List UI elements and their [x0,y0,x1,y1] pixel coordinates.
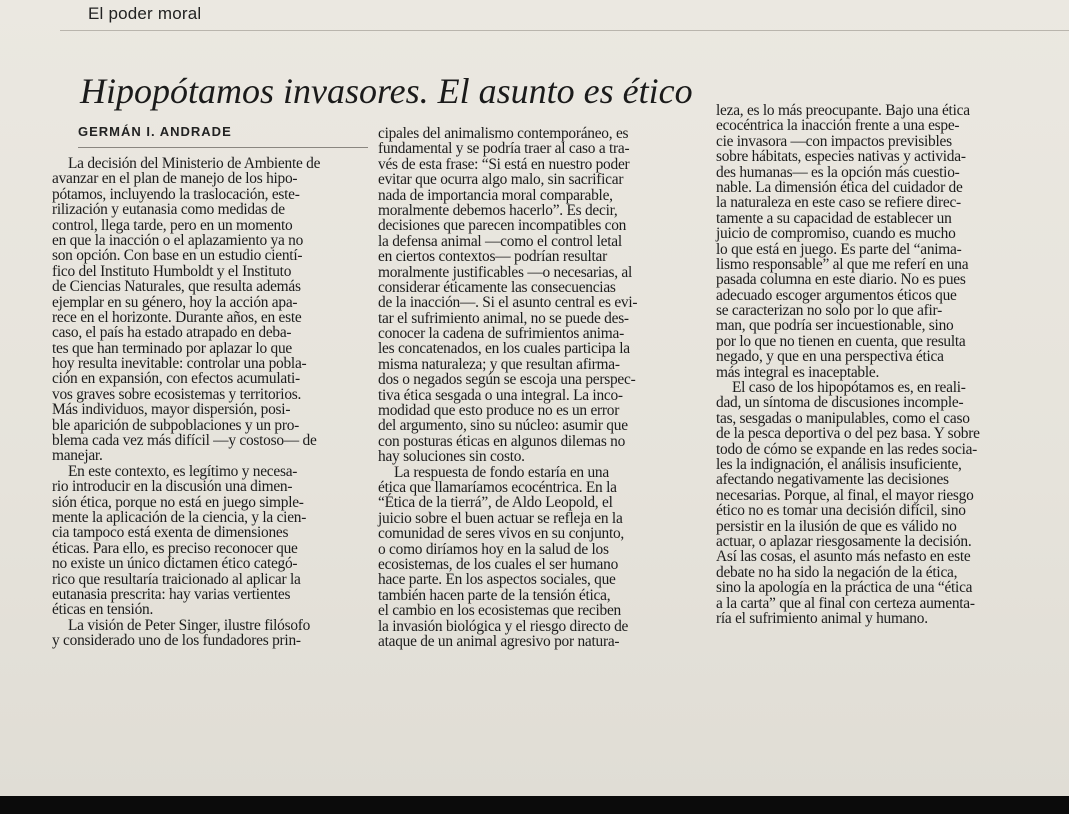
text-line: en ciertos contextos— podrían resultar [378,248,607,266]
text-line: avanzar en el plan de manejo de los hipo- [52,170,298,188]
text-line: Así las cosas, el asunto más nefasto en este [716,548,971,566]
text-line: tamente a su capacidad de establecer un [716,209,952,227]
section-title: El poder moral [88,4,202,23]
text-line: blema cada vez más difícil —y costoso— de [52,432,317,450]
text-line: la invasión biológica y el riesgo directo de [378,617,629,635]
text-line: ecocéntrica la inacción frente a una espe- [716,117,960,135]
article-column-3 [716,103,1056,626]
text-line: nada de importancia moral comparable, [378,186,613,204]
text-line: a la carta” que al final con certeza aumenta- [716,594,975,612]
text-line: moralmente justificables —o necesarias, al [378,263,633,281]
text-line: pasada columna en este diario. No es pues [716,271,966,289]
text-line: mente la aplicación de la ciencia, y la cien- [52,508,307,526]
text-line: des humanas— es la opción más cuestio- [716,163,960,181]
text-line: negado, y que en una perspectiva ética [716,348,944,366]
text-line: tiva ética sesgada o una integral. La inco- [378,386,623,404]
text-line: de Ciencias Naturales, que resulta además [52,278,301,296]
text-line: cipales del animalismo contemporáneo, es [378,125,629,142]
author-byline: GERMÁN I. ANDRADE [78,124,232,139]
text-line: misma naturaleza; y que resultan afirma- [378,355,620,373]
text-line: afectando negativamente las decisiones [716,471,949,489]
text-line: sobre hábitats, especies nativas y activida- [716,148,966,166]
article-headline: Hipopótamos invasores. El asunto es ético [80,71,693,111]
text-line: cie invasora —con impactos previsibles [716,132,952,150]
text-line: caso, el país ha estado atrapado en deba- [52,324,292,342]
text-line: decisiones que parecen incompatibles con [378,217,627,235]
text-line: sión ética, porque no está en juego simple- [52,493,304,511]
text-line: y considerado uno de los fundadores prin- [52,632,301,650]
text-line: les concatenados, en los cuales participa la [378,340,630,358]
text-line: pótamos, incluyendo la traslocación, este- [52,185,300,203]
text-line: juicio sobre el buen actuar se refleja en la [378,509,623,527]
text-line: tar el sufrimiento animal, no se puede des- [378,309,629,327]
text-line: control, llega tarde, pero en un momento [52,216,293,234]
text-line: de la pesca deportiva o del pez basa. Y sobre [716,425,980,443]
text-line: modidad que esto produce no es un error [378,402,620,420]
text-line: hoy resulta inevitable: controlar una pobla- [52,355,307,373]
text-line: comunidad de seres vivos en su conjunto, [378,525,625,543]
text-line: ejemplar en su género, hoy la acción apa- [52,293,298,311]
text-line: el cambio en los ecosistemas que reciben [378,602,621,620]
text-line: cia tampoco está exenta de dimensiones [52,524,289,542]
text-line: ble aparición de subpoblaciones y un pro- [52,416,300,434]
text-line: “Ética de la tierrá”, de Aldo Leopold, el [378,494,613,512]
text-line: rilización y eutanasia como medidas de [52,201,285,219]
text-line: se caracterizan no solo por lo que afir- [716,302,942,320]
text-line: man, que podría ser incuestionable, sino [716,317,954,335]
text-line: por lo que no tienen en cuenta, que resulta [716,332,966,350]
text-line: la naturaleza en este caso se refiere direc- [716,194,961,212]
text-line: debate no ha sido la negación de la ética, [716,563,958,581]
text-line: moralmente debemos hacerlo”. Es decir, [378,201,618,219]
text-line: leza, es lo más preocupante. Bajo una ética [716,102,970,119]
text-line: éticas en tensión. [52,601,154,619]
text-line: vos graves sobre ecosistemas y territorios. [52,385,302,403]
article-column-2 [378,126,690,649]
text-line: rece en el horizonte. Durante años, en este [52,308,302,326]
text-line: la defensa animal —como el control letal [378,232,622,250]
text-line: sino la apología en la práctica de una “ética [716,579,973,597]
text-line: ataque de un animal agresivo por natura- [378,632,620,650]
text-line: considerar éticamente las consecuencias [378,278,616,296]
text-line: actuar, o aplazar riesgosamente la decisión. [716,532,972,550]
text-line: éticas. Para ello, es preciso reconocer que [52,539,298,557]
text-line: no existe un único dictamen ético categó- [52,555,298,573]
section-divider [60,30,1069,31]
text-line: fico del Instituto Humboldt y el Instituto [52,262,292,280]
text-line: rio introducir en la discusión una dimen- [52,478,293,496]
text-line: evitar que ocurra algo malo, sin sacrificar [378,171,624,189]
text-line: Más individuos, mayor dispersión, posi- [52,401,291,419]
text-line: eutanasia prescrita: hay varias vertientes [52,585,291,603]
text-line: conocer la cadena de sufrimientos anima- [378,325,624,343]
byline-divider [78,147,368,148]
text-line: juicio de compromiso, cuando es mucho [716,225,956,243]
text-line: con posturas éticas en algunos dilemas no [378,432,626,450]
text-line: persistir en la ilusión de que es válido no [716,517,957,535]
text-line: La visión de Peter Singer, ilustre filósofo [68,616,311,634]
text-line: tes que han terminado por aplazar lo que [52,339,293,357]
text-line: de la inacción—. Si el asunto central es evi- [378,294,638,312]
text-line: ción en expansión, con efectos acumulati- [52,370,300,388]
text-line: manejar. [52,447,103,465]
text-line: dos o negados según se escoja una perspec- [378,371,636,389]
text-line: les la indignación, el análisis insuficiente, [716,455,962,473]
text-line: en que la inacción o el aplazamiento ya no [52,231,304,249]
text-line: ría el sufrimiento animal y humano. [716,609,928,627]
text-line: ético no es tomar una decisión difícil, sino [716,502,966,520]
article-column-1 [52,156,352,649]
text-line: dad, un síntoma de discusiones incomple- [716,394,964,412]
text-line: lo que está en juego. Es parte del “anima- [716,240,962,258]
text-line: La respuesta de fondo estaría en una [394,463,609,481]
text-line: vés de esta frase: “Si está en nuestro poder [378,155,630,173]
text-line: todo de cómo se expande en las redes socia- [716,440,978,458]
text-line: fundamental y se podría traer al caso a tra- [378,140,630,158]
text-line: El caso de los hipopótamos es, en reali- [732,379,966,397]
text-line: La decisión del Ministerio de Ambiente de [68,155,321,172]
text-line: ecosistemas, de los cuales el ser humano [378,555,619,573]
text-line: hace parte. En los aspectos sociales, que [378,571,616,589]
text-line: tas, sesgadas o manipulables, como el caso [716,409,970,427]
text-line: necesarias. Porque, al final, el mayor riesgo [716,486,974,504]
text-line: hay soluciones sin costo. [378,448,525,466]
text-line: En este contexto, es legítimo y necesa- [68,462,298,480]
text-line: rico que resultaría traicionado al aplicar la [52,570,301,588]
text-line: del argumento, sino su núcleo: asumir que [378,417,628,435]
text-line: también hacen parte de la tensión ética, [378,586,611,604]
text-line: más integral es inaceptable. [716,363,880,381]
bottom-shadow [0,796,1069,814]
text-line: lismo responsable” al que me referí en una [716,255,969,273]
text-line: nable. La dimensión ética del cuidador de [716,178,963,196]
text-line: son opción. Con base en un estudio cientí- [52,247,303,265]
text-line: o como diríamos hoy en la salud de los [378,540,609,558]
text-line: adecuado escoger argumentos éticos que [716,286,957,304]
text-line: ética que llamaríamos ecocéntrica. En la [378,478,617,496]
